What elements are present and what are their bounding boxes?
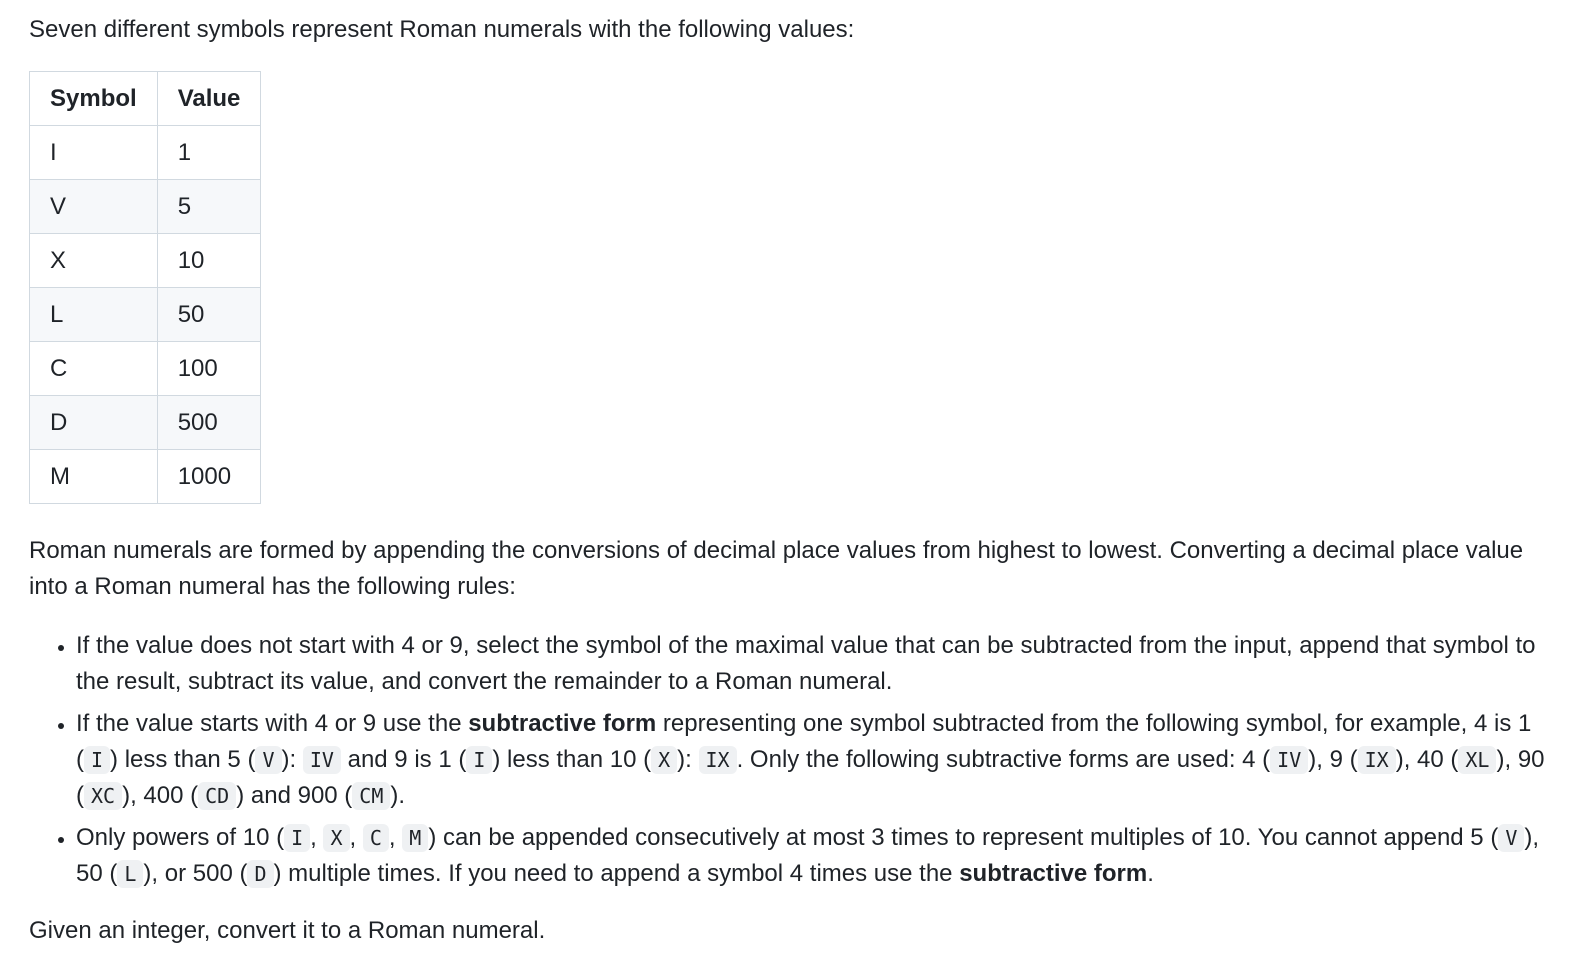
inline-code: X [323, 824, 349, 852]
rule-text: ) multiple times. If you need to append a symbol 4 times use the [273, 860, 960, 887]
rule-text: ): [281, 746, 303, 773]
value-cell: 1000 [157, 450, 261, 504]
rule-item-2 [76, 706, 1559, 814]
rule-text: ), 9 ( [1308, 746, 1358, 773]
inline-code: L [117, 860, 143, 888]
subtractive-form-emphasis: subtractive form [468, 710, 657, 737]
rule-text: If the value starts with 4 or 9 use the [76, 710, 469, 737]
table-row [30, 396, 261, 450]
inline-code: V [1498, 824, 1524, 852]
symbol-cell: M [30, 450, 158, 504]
rule-text: ), 400 ( [122, 782, 199, 809]
rule-text: ), 90 ( [76, 746, 1545, 809]
rule-text: , [349, 824, 363, 851]
rule-text: ) can be appended consecutively at most 3 times to represent multiples of 10. You cannot append 5 ( [428, 824, 1499, 851]
table-row [30, 450, 261, 504]
table-row [30, 126, 261, 180]
value-cell: 50 [157, 288, 261, 342]
rule-text: representing one symbol subtracted from the following symbol, for example, 4 is 1 ( [76, 710, 1532, 773]
inline-code: C [363, 824, 389, 852]
inline-code: IX [699, 746, 737, 774]
rule-text: and 9 is 1 ( [340, 746, 467, 773]
rule-item-3 [76, 820, 1559, 892]
value-column-header: Value [157, 72, 261, 126]
inline-code: V [255, 746, 281, 774]
rules-list [29, 628, 1559, 892]
rule-text: , [310, 824, 324, 851]
symbol-cell: X [30, 234, 158, 288]
inline-code: M [402, 824, 428, 852]
value-cell: 100 [157, 342, 261, 396]
symbol-cell: C [30, 342, 158, 396]
inline-code: I [284, 824, 310, 852]
rule-text: Only powers of 10 ( [76, 824, 285, 851]
inline-code: I [466, 746, 492, 774]
value-cell: 5 [157, 180, 261, 234]
symbol-cell: L [30, 288, 158, 342]
rule-1-text: If the value does not start with 4 or 9, select the symbol of the maximal value that can be subtracted from the input, append that symbol to the result, subtract its value, and convert the remainder to a Roman numeral. [76, 632, 1536, 695]
inline-code: X [651, 746, 677, 774]
rule-item-1 [76, 628, 1559, 700]
value-cell: 1 [157, 126, 261, 180]
intro-text: Seven different symbols represent Roman numerals with the following values: [29, 16, 855, 43]
symbol-cell: V [30, 180, 158, 234]
inline-code: CD [198, 782, 236, 810]
table-row [30, 288, 261, 342]
inline-code: IV [1270, 746, 1308, 774]
closing-text: Given an integer, convert it to a Roman numeral. [29, 917, 546, 944]
inline-code: D [247, 860, 273, 888]
rule-text: ) and 900 ( [236, 782, 353, 809]
value-cell: 500 [157, 396, 261, 450]
symbol-cell: I [30, 126, 158, 180]
rule-text: , [388, 824, 403, 851]
symbol-value-table [29, 71, 261, 504]
rule-text: ), or 500 ( [143, 860, 248, 887]
inline-code: I [84, 746, 110, 774]
rule-text: . Only the following subtractive forms are used: 4 ( [736, 746, 1271, 773]
rule-text: ): [677, 746, 699, 773]
rule-text: ) less than 5 ( [110, 746, 256, 773]
subtractive-form-emphasis: subtractive form [959, 860, 1148, 887]
table-row [30, 180, 261, 234]
table-row [30, 342, 261, 396]
inline-code: CM [352, 782, 390, 810]
inline-code: XL [1458, 746, 1496, 774]
rule-text: ) less than 10 ( [492, 746, 652, 773]
inline-code: IV [303, 746, 341, 774]
rule-text: ), 50 ( [76, 824, 1540, 887]
symbol-cell: D [30, 396, 158, 450]
value-cell: 10 [157, 234, 261, 288]
rule-text: ). [390, 782, 406, 809]
table-row [30, 234, 261, 288]
table-header-row [30, 72, 261, 126]
rule-text: ), 40 ( [1395, 746, 1459, 773]
rule-text: . [1147, 860, 1154, 887]
inline-code: IX [1358, 746, 1396, 774]
formation-text: Roman numerals are formed by appending the conversions of decimal place values from highest to lowest. Converting a decimal place value into a Roman numeral has the following rules: [29, 537, 1524, 600]
inline-code: XC [84, 782, 122, 810]
symbol-column-header: Symbol [30, 72, 158, 126]
